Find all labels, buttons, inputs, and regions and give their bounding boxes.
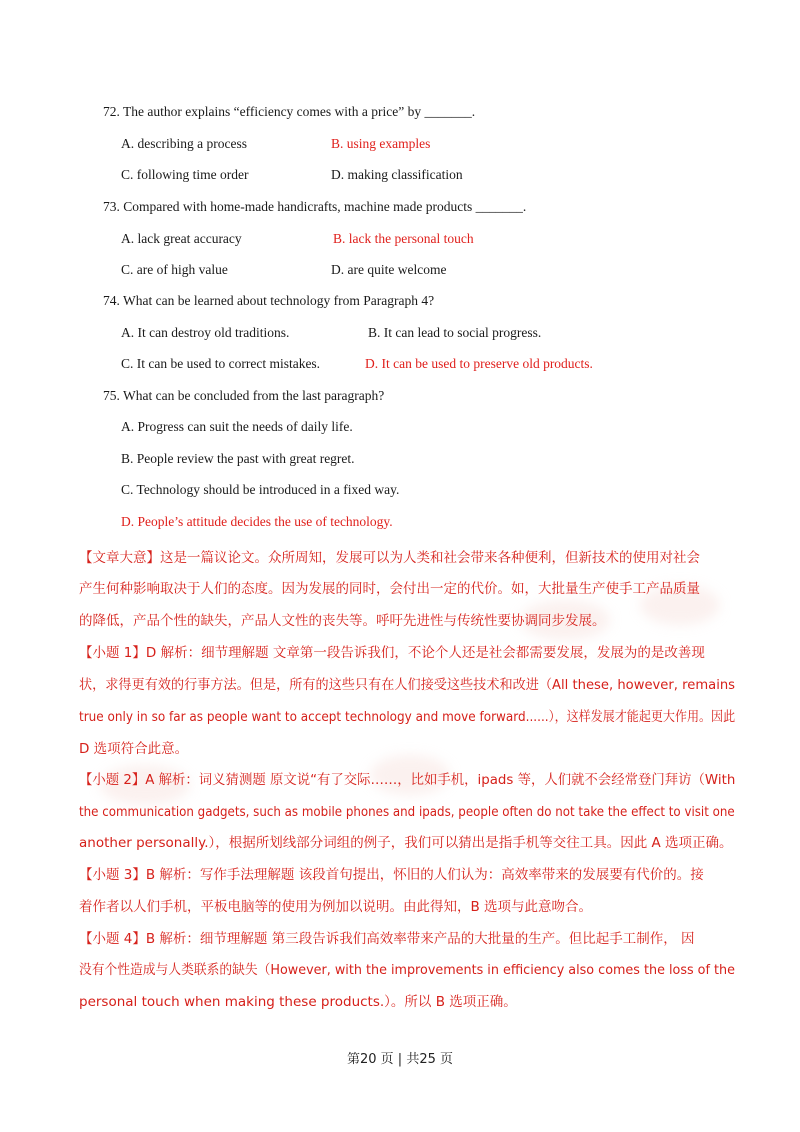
question-74-option-b: B. It can lead to social progress. xyxy=(368,325,542,340)
question-72-stem: 72. The author explains “efficiency comes with a price” by _______. xyxy=(103,104,476,119)
q2-analysis-line: another personally.），根据所划线部分词组的例子，我们可以猜出是指手机等交往工具。因此 A 选项正确。 xyxy=(79,835,733,851)
question-73-option-d: D. are quite welcome xyxy=(331,262,447,277)
question-73-stem: 73. Compared with home-made handicrafts, machine made products _______. xyxy=(103,199,527,214)
question-72-option-c: C. following time order xyxy=(121,167,249,182)
question-74-option-a: A. It can destroy old traditions. xyxy=(121,325,290,340)
q1-analysis-line: true only in so far as people want to accept technology and move forward......），这样发展才能起更大作用。因此 xyxy=(79,709,736,725)
question-75-option-b: B. People review the past with great regret. xyxy=(121,451,355,466)
summary-line: 【文章大意】这是一篇议论文。众所周知，发展可以为人类和社会带来各种便利，但新技术的使用对社会 xyxy=(79,550,700,566)
question-74-option-d-answer: D. It can be used to preserve old products. xyxy=(365,356,593,371)
summary-line: 产生何种影响取决于人们的态度。因为发展的同时，会付出一定的代价。如，大批量生产使手工产品质量 xyxy=(79,581,700,597)
q1-analysis-line: D 选项符合此意。 xyxy=(79,741,189,757)
question-72-option-b-answer: B. using examples xyxy=(331,136,431,151)
q1-analysis-line: 【小题 1】D 解析：细节理解题 文章第一段告诉我们，不论个人还是社会都需要发展，发展为的是改善现 xyxy=(79,645,705,661)
question-73-option-c: C. are of high value xyxy=(121,262,228,277)
question-75-stem: 75. What can be concluded from the last paragraph? xyxy=(103,388,385,403)
q4-analysis-line: 【小题 4】B 解析：细节理解题 第三段告诉我们高效率带来产品的大批量的生产。但比起手工制作， 因 xyxy=(79,931,695,947)
question-75-option-d-answer: D. People’s attitude decides the use of technology. xyxy=(121,514,393,529)
question-74-option-c: C. It can be used to correct mistakes. xyxy=(121,356,321,371)
q2-analysis-line: the communication gadgets, such as mobile phones and ipads, people often do not take the effect to visit one xyxy=(79,804,735,820)
q4-analysis-line: 没有个性造成与人类联系的缺失（However, with the improvements in efficiency also comes the loss of the xyxy=(79,962,735,978)
q1-analysis-line: 状，求得更有效的行事方法。但是，所有的这些只有在人们接受这些技术和改进（All these, however, remains xyxy=(79,677,736,693)
question-74-stem: 74. What can be learned about technology from Paragraph 4? xyxy=(103,293,435,308)
question-72-option-d: D. making classification xyxy=(331,167,463,182)
q2-analysis-line: 【小题 2】A 解析：词义猜测题 原文说“有了交际……，比如手机，ipads 等，人们就不会经常登门拜访（With xyxy=(79,772,736,788)
summary-line: 的降低，产品个性的缺失，产品人文性的丧失等。呼吁先进性与传统性要协调同步发展。 xyxy=(79,613,606,629)
page-footer: 第20 页 | 共25 页 xyxy=(347,1052,453,1067)
q4-analysis-line: personal touch when making these products.）。所以 B 选项正确。 xyxy=(79,994,517,1010)
question-75-option-c: C. Technology should be introduced in a fixed way. xyxy=(121,482,400,497)
q3-analysis-line: 【小题 3】B 解析：写作手法理解题 该段首句提出，怀旧的人们认为：高效率带来的发展要有代价的。接 xyxy=(79,867,704,883)
q3-analysis-line: 着作者以人们手机，平板电脑等的使用为例加以说明。由此得知，B 选项与此意吻合。 xyxy=(79,899,593,915)
question-73-option-b-answer: B. lack the personal touch xyxy=(333,231,474,246)
question-72-option-a: A. describing a process xyxy=(121,136,247,151)
question-73-option-a: A. lack great accuracy xyxy=(121,231,242,246)
question-75-option-a: A. Progress can suit the needs of daily life. xyxy=(121,419,353,434)
